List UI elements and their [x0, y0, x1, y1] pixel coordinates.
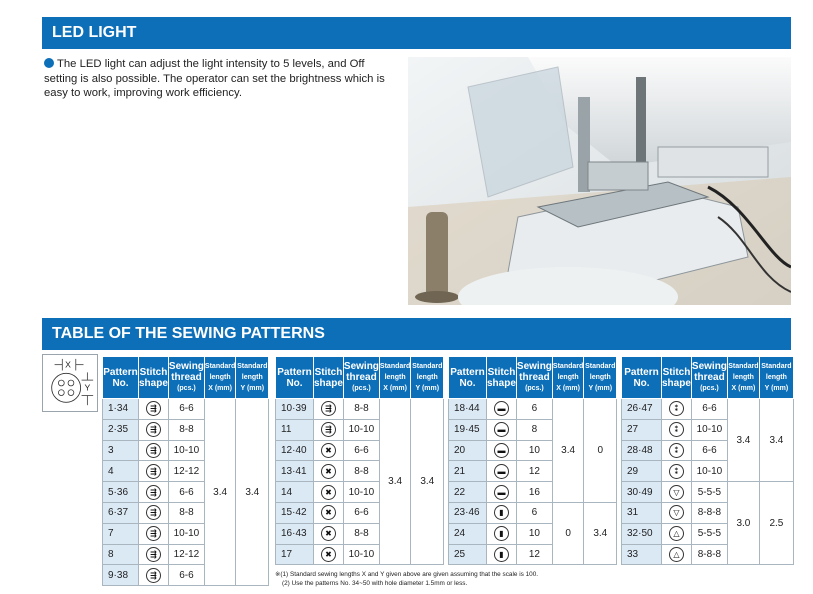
- stitch-shape-icon: ⇶: [146, 485, 161, 500]
- sewing-thread: 6-6: [691, 399, 727, 420]
- stitch-shape-cell: [662, 461, 692, 482]
- stitch-shape-icon: ▬: [494, 422, 509, 437]
- table-row: [622, 482, 794, 503]
- header-stitch-shape: Stitch shape: [487, 357, 517, 399]
- header-length-y: Standard length Y (mm): [236, 357, 269, 399]
- sewing-thread: 6-6: [343, 440, 379, 461]
- stitch-shape-icon: ⇶: [146, 422, 161, 437]
- stitch-shape-cell: [139, 461, 169, 482]
- stitch-shape-cell: [139, 565, 169, 586]
- sewing-patterns-heading: TABLE OF THE SEWING PATTERNS: [42, 318, 791, 350]
- table-row: [449, 399, 617, 420]
- standard-length-y: 3.4: [759, 399, 793, 482]
- stitch-shape-cell: [314, 440, 344, 461]
- standard-length-y: 3.4: [411, 399, 444, 565]
- standard-length-x: 3.4: [204, 399, 235, 586]
- stitch-shape-icon: ✖: [321, 547, 336, 562]
- stitch-shape-icon: ⇶: [146, 464, 161, 479]
- header-stitch-shape: Stitch shape: [662, 357, 692, 399]
- stitch-shape-cell: [487, 502, 517, 523]
- sewing-thread: 8-8-8: [691, 502, 727, 523]
- stitch-shape-cell: [314, 523, 344, 544]
- stitch-shape-cell: [314, 399, 344, 420]
- pattern-table-2: [275, 356, 444, 565]
- pattern-no: 11: [276, 419, 314, 440]
- pattern-no: 27: [622, 419, 662, 440]
- pattern-table-3: [448, 356, 617, 565]
- sewing-thread: 6-6: [343, 502, 379, 523]
- pattern-no: 7: [103, 523, 139, 544]
- stitch-shape-cell: [662, 523, 692, 544]
- pattern-table-1: [102, 356, 269, 586]
- sewing-thread: 10-10: [168, 440, 204, 461]
- header-stitch-shape: Stitch shape: [314, 357, 344, 399]
- sewing-thread: 12-12: [168, 544, 204, 565]
- stitch-shape-icon: ⇶: [146, 401, 161, 416]
- pattern-no: 13·41: [276, 461, 314, 482]
- stitch-shape-icon: ⁑: [669, 464, 684, 479]
- stitch-shape-icon: ▬: [494, 485, 509, 500]
- pattern-no: 5·36: [103, 482, 139, 503]
- header-pattern-no: Pattern No.: [276, 357, 314, 399]
- stitch-shape-cell: [139, 523, 169, 544]
- stitch-shape-icon: ⁑: [669, 443, 684, 458]
- pattern-no: 30·49: [622, 482, 662, 503]
- sewing-thread: 8-8: [343, 461, 379, 482]
- stitch-shape-cell: [487, 440, 517, 461]
- y-label: Y: [84, 382, 91, 393]
- pattern-no: 15·42: [276, 502, 314, 523]
- pattern-no: 14: [276, 482, 314, 503]
- stitch-shape-icon: ▮: [494, 526, 509, 541]
- pattern-no: 22: [449, 482, 487, 503]
- footnotes: [275, 570, 538, 588]
- stitch-shape-icon: ⇶: [146, 505, 161, 520]
- pattern-no: 31: [622, 502, 662, 523]
- stitch-shape-icon: ⁑: [669, 422, 684, 437]
- pattern-no: 29: [622, 461, 662, 482]
- header-length-x: Standard length X (mm): [204, 357, 235, 399]
- stitch-shape-cell: [662, 419, 692, 440]
- stitch-shape-cell: [314, 544, 344, 565]
- standard-length-x: 3.4: [552, 399, 583, 503]
- stitch-shape-cell: [487, 419, 517, 440]
- stitch-shape-cell: [139, 440, 169, 461]
- stitch-shape-cell: [662, 502, 692, 523]
- header-length-x: Standard length X (mm): [727, 357, 759, 399]
- footnote-1: ※(1) Standard sewing lengths X and Y given above are given assuming that the scale is 100.: [275, 571, 539, 578]
- stitch-shape-icon: ⇶: [146, 526, 161, 541]
- x-label: X: [65, 359, 71, 370]
- header-length-y: Standard length Y (mm): [759, 357, 793, 399]
- pattern-table-4: [621, 356, 794, 565]
- pattern-no: 25: [449, 544, 487, 565]
- stitch-shape-icon: ▽: [669, 505, 684, 520]
- pattern-no: 32·50: [622, 523, 662, 544]
- stitch-shape-icon: △: [669, 526, 684, 541]
- pattern-no: 23·46: [449, 502, 487, 523]
- pattern-no: 10·39: [276, 399, 314, 420]
- header-sewing-thread: Sewing thread (pcs.): [343, 357, 379, 399]
- table-row: [103, 399, 269, 420]
- header-pattern-no: Pattern No.: [103, 357, 139, 399]
- stitch-shape-cell: [314, 461, 344, 482]
- led-description-text: The LED light can adjust the light intensity to 5 levels, and Off setting is also possible. The operator can set the brightness which is easy to work, improving work efficiency.: [44, 58, 385, 100]
- header-length-y: Standard length Y (mm): [584, 357, 617, 399]
- pattern-no: 21: [449, 461, 487, 482]
- stitch-shape-icon: ✖: [321, 485, 336, 500]
- table-row: [449, 502, 617, 523]
- stitch-shape-cell: [139, 419, 169, 440]
- stitch-shape-icon: ▽: [669, 485, 684, 500]
- stitch-shape-icon: ⇶: [146, 568, 161, 583]
- pattern-no: 9·38: [103, 565, 139, 586]
- sewing-thread: 6: [516, 399, 552, 420]
- xy-dimension-diagram: [42, 354, 98, 412]
- stitch-shape-cell: [487, 523, 517, 544]
- stitch-shape-icon: ▬: [494, 464, 509, 479]
- pattern-no: 12·40: [276, 440, 314, 461]
- sewing-thread: 8-8: [343, 523, 379, 544]
- stitch-shape-cell: [139, 399, 169, 420]
- header-length-y: Standard length Y (mm): [411, 357, 444, 399]
- stitch-shape-cell: [314, 502, 344, 523]
- sewing-thread: 16: [516, 482, 552, 503]
- stitch-shape-icon: ▮: [494, 547, 509, 562]
- stitch-shape-cell: [314, 419, 344, 440]
- stitch-shape-cell: [139, 502, 169, 523]
- stitch-shape-cell: [487, 482, 517, 503]
- pattern-no: 2·35: [103, 419, 139, 440]
- pattern-no: 3: [103, 440, 139, 461]
- stitch-shape-cell: [487, 544, 517, 565]
- sewing-thread: 8: [516, 419, 552, 440]
- sewing-thread: 10: [516, 523, 552, 544]
- pattern-no: 28·48: [622, 440, 662, 461]
- sewing-thread: 5-5-5: [691, 523, 727, 544]
- sewing-thread: 10-10: [343, 419, 379, 440]
- pattern-no: 1·34: [103, 399, 139, 420]
- standard-length-y: 2.5: [759, 482, 793, 565]
- sewing-thread: 12-12: [168, 461, 204, 482]
- pattern-no: 16·43: [276, 523, 314, 544]
- pattern-no: 26·47: [622, 399, 662, 420]
- sewing-thread: 8-8: [168, 419, 204, 440]
- stitch-shape-icon: △: [669, 547, 684, 562]
- stitch-shape-cell: [139, 482, 169, 503]
- led-light-heading: LED LIGHT: [42, 17, 791, 49]
- led-description: [44, 57, 396, 101]
- stitch-shape-icon: ▬: [494, 443, 509, 458]
- stitch-shape-cell: [487, 399, 517, 420]
- sewing-thread: 6-6: [168, 565, 204, 586]
- stitch-shape-cell: [139, 544, 169, 565]
- standard-length-x: 0: [552, 502, 583, 564]
- stitch-shape-cell: [314, 482, 344, 503]
- table-row: [622, 399, 794, 420]
- stitch-shape-cell: [662, 544, 692, 565]
- stitch-shape-icon: ⇶: [146, 443, 161, 458]
- footnote-2: (2) Use the patterns No. 34~50 with hole diameter 1.5mm or less.: [282, 580, 468, 587]
- sewing-thread: 6: [516, 502, 552, 523]
- stitch-shape-icon: ⁑: [669, 401, 684, 416]
- pattern-no: 6·37: [103, 502, 139, 523]
- table-row: [276, 399, 444, 420]
- sewing-thread: 8-8-8: [691, 544, 727, 565]
- pattern-no: 4: [103, 461, 139, 482]
- standard-length-x: 3.0: [727, 482, 759, 565]
- sewing-machine-photo: [408, 57, 791, 305]
- standard-length-y: 3.4: [584, 502, 617, 564]
- stitch-shape-cell: [487, 461, 517, 482]
- pattern-no: 33: [622, 544, 662, 565]
- standard-length-y: 3.4: [236, 399, 269, 586]
- sewing-thread: 8-8: [343, 399, 379, 420]
- header-stitch-shape: Stitch shape: [139, 357, 169, 399]
- pattern-no: 19·45: [449, 419, 487, 440]
- sewing-thread: 8-8: [168, 502, 204, 523]
- header-sewing-thread: Sewing thread (pcs.): [516, 357, 552, 399]
- stitch-shape-cell: [662, 440, 692, 461]
- sewing-thread: 10-10: [343, 482, 379, 503]
- header-pattern-no: Pattern No.: [449, 357, 487, 399]
- stitch-shape-icon: ✖: [321, 505, 336, 520]
- header-pattern-no: Pattern No.: [622, 357, 662, 399]
- pattern-no: 20: [449, 440, 487, 461]
- pattern-no: 18·44: [449, 399, 487, 420]
- sewing-thread: 10-10: [691, 461, 727, 482]
- header-length-x: Standard length X (mm): [379, 357, 410, 399]
- stitch-shape-icon: ✖: [321, 443, 336, 458]
- stitch-shape-icon: ⇶: [321, 422, 336, 437]
- sewing-thread: 10-10: [168, 523, 204, 544]
- stitch-shape-icon: ⇶: [146, 547, 161, 562]
- sewing-thread: 10: [516, 440, 552, 461]
- stitch-shape-icon: ⇶: [321, 401, 336, 416]
- header-length-x: Standard length X (mm): [552, 357, 583, 399]
- stitch-shape-icon: ✖: [321, 464, 336, 479]
- sewing-thread: 5-5-5: [691, 482, 727, 503]
- standard-length-x: 3.4: [727, 399, 759, 482]
- sewing-thread: 12: [516, 544, 552, 565]
- pattern-no: 24: [449, 523, 487, 544]
- standard-length-x: 3.4: [379, 399, 410, 565]
- sewing-thread: 10-10: [691, 419, 727, 440]
- pattern-no: 17: [276, 544, 314, 565]
- sewing-thread: 6-6: [168, 482, 204, 503]
- pattern-no: 8: [103, 544, 139, 565]
- header-sewing-thread: Sewing thread (pcs.): [168, 357, 204, 399]
- stitch-shape-icon: ▬: [494, 401, 509, 416]
- stitch-shape-cell: [662, 399, 692, 420]
- header-sewing-thread: Sewing thread (pcs.): [691, 357, 727, 399]
- stitch-shape-cell: [662, 482, 692, 503]
- bullet-icon: [44, 58, 54, 68]
- sewing-thread: 6-6: [168, 399, 204, 420]
- stitch-shape-icon: ▮: [494, 505, 509, 520]
- stitch-shape-icon: ✖: [321, 526, 336, 541]
- sewing-thread: 12: [516, 461, 552, 482]
- sewing-thread: 6-6: [691, 440, 727, 461]
- sewing-thread: 10-10: [343, 544, 379, 565]
- standard-length-y: 0: [584, 399, 617, 503]
